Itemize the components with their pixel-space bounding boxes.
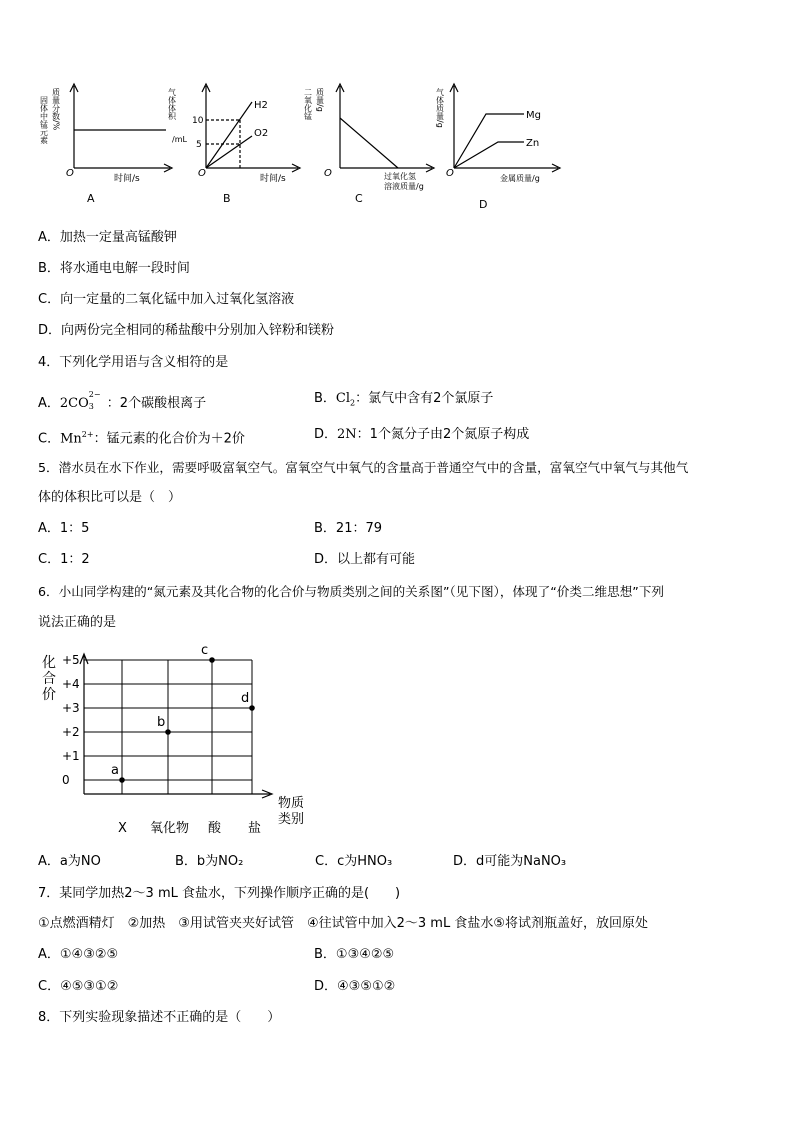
q7-option-c: C．④⑤③①② bbox=[38, 979, 119, 994]
chart-ylabel bbox=[42, 655, 56, 703]
q4a-meaning: ：2个碳酸根离子 bbox=[106, 396, 207, 411]
q5-option-d: D．以上都有可能 bbox=[314, 552, 416, 567]
figC-ylabel-1: 二氧化锰 bbox=[303, 88, 313, 120]
q6-option-a: A．a为NO bbox=[38, 854, 101, 869]
chart-xlabel bbox=[278, 796, 308, 828]
figC-panel: C bbox=[355, 192, 363, 205]
figure-A bbox=[40, 78, 180, 213]
point-label-d: d bbox=[241, 691, 250, 706]
q3-option-b: B．将水通电电解一段时间 bbox=[38, 261, 190, 276]
category-label: 酸 bbox=[208, 821, 222, 836]
q4-option-a bbox=[38, 391, 206, 412]
q7-steps: ①点燃酒精灯 ②加热 ③用试管夹夹好试管 ④往试管中加入2～3 mL 食盐水⑤将试剂瓶盖好，放回原处 bbox=[38, 916, 648, 931]
figD-origin: O bbox=[446, 168, 454, 179]
figD-xlabel: 金属质量/g bbox=[500, 174, 540, 183]
q4a-formula: 2CO bbox=[59, 396, 89, 411]
figC-origin: O bbox=[324, 168, 332, 179]
figure-C bbox=[302, 78, 442, 213]
figB-line-h2: H2 bbox=[254, 100, 268, 111]
chart-ylabel-text: 化合价 bbox=[42, 655, 56, 703]
q4d-prefix: D． bbox=[314, 427, 338, 442]
q4-stem: 4．下列化学用语与含义相符的是 bbox=[38, 355, 229, 370]
figB-ylabel-1: 气体体积 bbox=[167, 88, 177, 120]
q3-option-c: C．向一定量的二氧化锰中加入过氧化氢溶液 bbox=[38, 292, 295, 307]
y-tick-label: +5 bbox=[62, 653, 80, 667]
category-label: 氧化物 bbox=[150, 821, 190, 836]
q5-stem-2: 体的体积比可以是（ ） bbox=[38, 490, 182, 505]
category-label: 盐 bbox=[248, 821, 262, 836]
q4-option-c bbox=[38, 427, 245, 447]
q4c-meaning: ：锰元素的化合价为＋2价 bbox=[93, 431, 245, 447]
q4-option-d bbox=[314, 427, 529, 443]
q6-option-b: B．b为NO₂ bbox=[175, 854, 244, 869]
q6-option-c: C．c为HNO₃ bbox=[315, 854, 393, 869]
figC-xlabel-1: 过氧化氢 bbox=[384, 172, 416, 181]
q5-option-a: A．1：5 bbox=[38, 521, 90, 536]
figA-panel: A bbox=[87, 192, 95, 205]
q6-option-d: D．d可能为NaNO₃ bbox=[453, 854, 567, 869]
figD-line-mg: Mg bbox=[526, 110, 541, 121]
point-label-c: c bbox=[201, 643, 209, 658]
q7-option-b: B．①③④②⑤ bbox=[314, 947, 395, 962]
point-d bbox=[249, 705, 255, 711]
q4c-prefix: C． bbox=[38, 431, 61, 447]
q7-stem: 7．某同学加热2～3 mL 食盐水，下列操作顺序正确的是( ) bbox=[38, 886, 401, 901]
q4b-formula: Cl bbox=[335, 391, 351, 406]
q7-option-d: D．④③⑤①② bbox=[314, 979, 396, 994]
y-tick-label: +4 bbox=[62, 677, 80, 691]
q3-option-a: A．加热一定量高锰酸钾 bbox=[38, 230, 177, 245]
q4d-meaning: ：1个氮分子由2个氮原子构成 bbox=[356, 427, 530, 442]
figC-xlabel-2: 溶液质量/g bbox=[384, 182, 424, 191]
point-b bbox=[165, 729, 171, 735]
q4c-formula: Mn bbox=[60, 431, 82, 447]
y-tick-label: +2 bbox=[62, 725, 80, 739]
chart-xlabel-text: 物质类别 bbox=[278, 796, 305, 827]
figB-origin: O bbox=[198, 168, 206, 179]
figB-line-o2: O2 bbox=[254, 128, 269, 139]
y-tick-label: +1 bbox=[62, 749, 80, 763]
figA-ylabel-2: 质量分数/% bbox=[51, 88, 61, 131]
q3-option-d: D．向两份完全相同的稀盐酸中分别加入锌粉和镁粉 bbox=[38, 323, 335, 338]
figB-xlabel: 时间/s bbox=[260, 174, 286, 184]
figure-D bbox=[436, 78, 576, 213]
category-label: X bbox=[118, 821, 127, 836]
figB-tick-10: 10 bbox=[192, 116, 204, 126]
q4b-sub: 2 bbox=[350, 398, 356, 408]
q6-stem-1: 6．小山同学构建的“氮元素及其化合物的化合价与物质类别之间的关系图”（见下图），体现了“价类二维思想”下列 bbox=[38, 584, 665, 599]
point-label-b: b bbox=[157, 715, 166, 730]
q4-option-b bbox=[314, 391, 493, 412]
q4a-sup: 2− bbox=[88, 390, 101, 399]
figure-B bbox=[168, 78, 308, 213]
figA-xlabel: 时间/s bbox=[114, 174, 140, 184]
q4c-sup: 2+ bbox=[81, 430, 94, 439]
q4d-formula: 2N bbox=[337, 427, 357, 442]
q5-stem-1: 5．潜水员在水下作业，需要呼吸富氧空气。富氧空气中氧气的含量高于普通空气中的含量，富氧空气中氧气与其他气 bbox=[38, 460, 689, 475]
figB-tick-5: 5 bbox=[196, 140, 202, 150]
point-a bbox=[119, 777, 125, 783]
figA-ylabel-1: 固体中锰元素 bbox=[39, 96, 49, 144]
figC-ylabel-2: 质量/g bbox=[315, 88, 325, 112]
y-tick-label: 0 bbox=[62, 773, 70, 787]
q7-option-a: A．①④③②⑤ bbox=[38, 947, 119, 962]
q4b-meaning: ：氯气中含有2个氯原子 bbox=[355, 391, 494, 406]
q4a-prefix: A． bbox=[38, 396, 60, 411]
q5-option-b: B．21：79 bbox=[314, 521, 383, 536]
figD-ylabel: 气体质量/g bbox=[435, 88, 445, 128]
q6-stem-2: 说法正确的是 bbox=[38, 615, 117, 630]
figD-panel: D bbox=[479, 198, 488, 211]
figB-ylabel-2: /mL bbox=[172, 135, 187, 144]
q4a-sub: 3 bbox=[88, 402, 94, 411]
q4b-prefix: B． bbox=[314, 391, 336, 406]
figB-panel: B bbox=[223, 192, 231, 205]
q8-stem: 8．下列实验现象描述不正确的是（ ） bbox=[38, 1010, 281, 1025]
point-c bbox=[209, 657, 215, 663]
figD-line-zn: Zn bbox=[526, 138, 540, 149]
q5-option-c: C．1：2 bbox=[38, 552, 90, 567]
point-label-a: a bbox=[111, 763, 119, 778]
y-tick-label: +3 bbox=[62, 701, 80, 715]
figA-origin: O bbox=[66, 168, 74, 179]
